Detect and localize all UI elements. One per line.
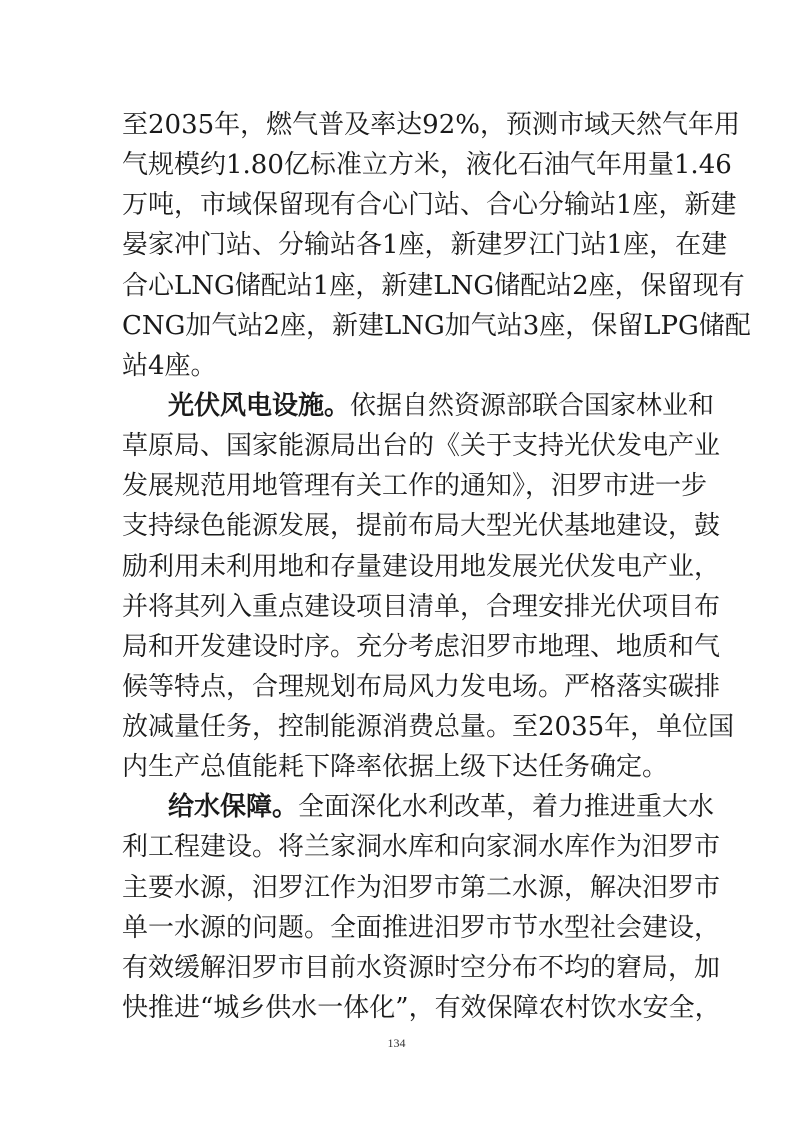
body-text-line: 主要水源，汨罗江作为汨罗市第二水源，解决汨罗市: [122, 872, 721, 903]
paragraph-first-line: [168, 785, 715, 829]
body-text-line: 并将其列入重点建设项目清单，合理安排光伏项目布: [122, 591, 721, 622]
body-text: 全面深化水利改革，着力推进重大水: [298, 792, 715, 823]
body-text-line: 万吨，市域保留现有合心门站、合心分输站1座，新建: [122, 190, 737, 221]
body-text-line: 气规模约1.80亿标准立方米，液化石油气年用量1.46: [122, 150, 732, 181]
section-heading: 给水保障。: [168, 792, 299, 823]
body-text-line: 利工程建设。将兰家洞水库和向家洞水库作为汨罗市: [122, 832, 721, 863]
body-text-line: 有效缓解汨罗市目前水资源时空分布不均的窘局，加: [122, 952, 721, 983]
body-text-line: 支持绿色能源发展，提前布局大型光伏基地建设，鼓: [122, 511, 721, 542]
body-text-line: 内生产总值能耗下降率依据上级下达任务确定。: [122, 752, 669, 783]
body-text-line: 快推进“城乡供水一体化”，有效保障农村饮水安全，: [122, 993, 721, 1023]
body-text-line: 励利用未利用地和存量建设用地发展光伏发电产业，: [122, 551, 721, 582]
body-text-line: CNG加气站2座，新建LNG加气站3座，保留LPG储配: [122, 310, 751, 341]
body-text-line: 至2035年，燃气普及率达92%，预测市域天然气年用: [122, 110, 740, 140]
body-text-line: 草原局、国家能源局出台的《关于支持光伏发电产业: [122, 431, 721, 462]
page-number: 134: [387, 1036, 406, 1050]
body-text-line: 局和开发建设时序。充分考虑汨罗市地理、地质和气: [122, 631, 721, 662]
body-text-line: 发展规范用地管理有关工作的通知》，汨罗市进一步: [122, 471, 708, 502]
body-text-line: 站4座。: [122, 350, 217, 381]
paragraph-first-line: [168, 384, 715, 428]
body-text-line: 晏家冲门站、分输站各1座，新建罗江门站1座，在建: [122, 230, 728, 261]
body-text-line: 合心LNG储配站1座，新建LNG储配站2座，保留现有: [122, 270, 745, 301]
body-text-line: 单一水源的问题。全面推进汨罗市节水型社会建设，: [122, 912, 721, 943]
body-text-line: 放减量任务，控制能源消费总量。至2035年，单位国: [122, 712, 735, 743]
body-text-line: 候等特点，合理规划布局风力发电场。严格落实碳排: [122, 671, 721, 702]
body-text: 依据自然资源部联合国家林业和: [350, 390, 715, 421]
section-heading: 光伏风电设施。: [168, 390, 351, 421]
